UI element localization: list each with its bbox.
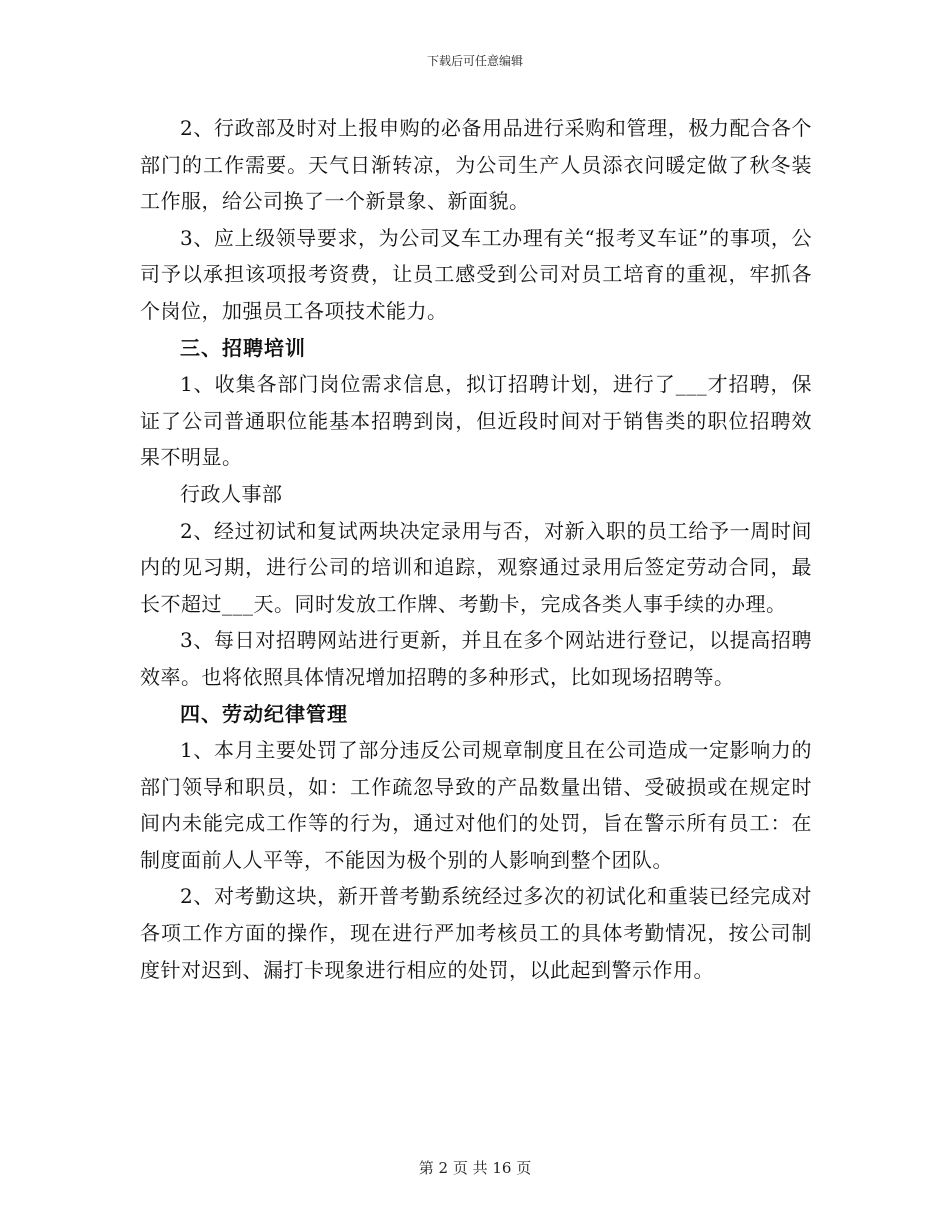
section-heading-recruitment: 三、招聘培训 — [180, 335, 306, 360]
paragraph-attendance: 2、对考勤这块，新开普考勤系统经过多次的初试化和重装已经完成对各项工作方面的操作，现在进行严加考核员工的具体考勤情况，按公司制度针对迟到、漏打卡现象进行相应的处罚，以此起到警示作用。 — [140, 884, 812, 982]
page-footer: 第 2 页 共 16 页 — [418, 1159, 532, 1177]
paragraph-department-name: 行政人事部 — [180, 481, 283, 506]
paragraph-penalties: 1、本月主要处罚了部分违反公司规章制度且在公司造成一定影响力的部门领导和职员，如：工作疏忽导致的产品数量出错、受破损或在规定时间内未能完成工作等的行为，通过对他们的处罚，旨在警示所有员工：在制度面前人人平等，不能因为极个别的人影响到整个团队。 — [140, 738, 812, 872]
page-header: 下载后可任意编辑 — [426, 54, 523, 68]
paragraph-recruitment-plan: 1、收集各部门岗位需求信息，拟订招聘计划，进行了___才招聘，保证了公司普通职位能基本招聘到岗，但近段时间对于销售类的职位招聘效果不明显。 — [140, 372, 812, 470]
paragraph-admin-procurement: 2、行政部及时对上报申购的必备用品进行采购和管理，极力配合各个部门的工作需要。天气日渐转凉，为公司生产人员添衣问暖定做了秋冬装工作服，给公司换了一个新景象、新面貌。 — [140, 116, 812, 214]
section-heading-discipline: 四、劳动纪律管理 — [180, 701, 348, 726]
document-body — [140, 110, 812, 988]
paragraph-probation: 2、经过初试和复试两块决定录用与否，对新入职的员工给予一周时间内的见习期，进行公司的培训和追踪，观察通过录用后签定劳动合同，最长不超过___天。同时发放工作牌、考勤卡，完成各类人事手续的办理。 — [140, 518, 812, 616]
paragraph-forklift-license: 3、应上级领导要求，为公司叉车工办理有关“报考叉车证”的事项，公司予以承担该项报考资费，让员工感受到公司对员工培育的重视，牢抓各个岗位，加强员工各项技术能力。 — [140, 225, 812, 323]
paragraph-recruitment-sites: 3、每日对招聘网站进行更新，并且在多个网站进行登记，以提高招聘效率。也将依照具体情况增加招聘的多种形式，比如现场招聘等。 — [140, 628, 812, 689]
